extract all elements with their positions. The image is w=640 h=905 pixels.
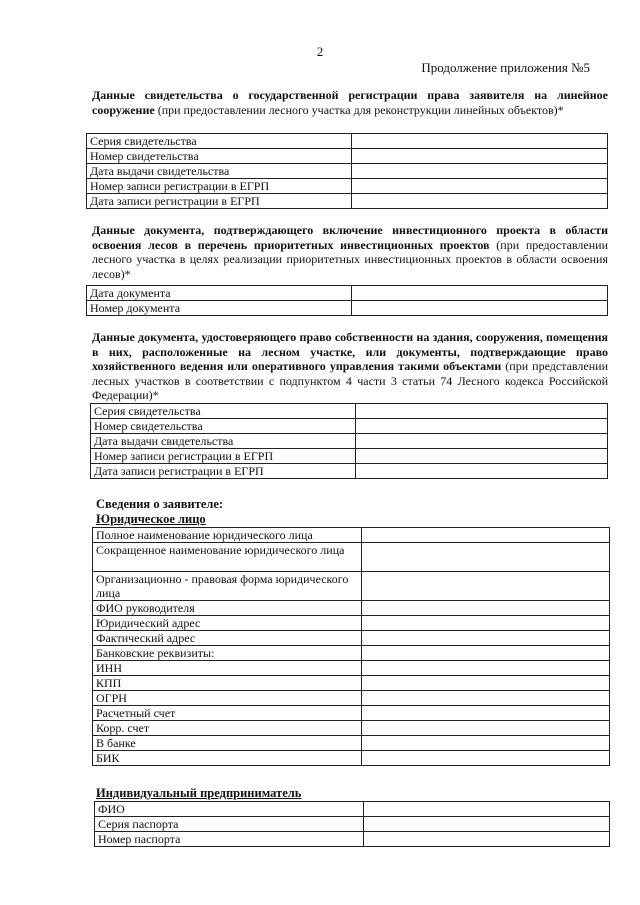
value-cell[interactable] xyxy=(352,301,608,316)
table-row xyxy=(87,301,608,316)
table-row xyxy=(93,691,610,706)
section2-table xyxy=(86,285,608,316)
applicant-title: Сведения о заявителе: xyxy=(96,497,224,511)
section2-heading xyxy=(92,223,608,281)
table-row xyxy=(93,572,610,601)
table-row xyxy=(87,149,608,164)
row-label: Номер свидетельства xyxy=(91,419,356,434)
row-label: Организационно - правовая форма юридического лица xyxy=(93,572,362,601)
row-label: Номер записи регистрации в ЕГРП xyxy=(91,449,356,464)
row-label: Дата записи регистрации в ЕГРП xyxy=(91,464,356,479)
value-cell[interactable] xyxy=(352,194,608,209)
value-cell[interactable] xyxy=(356,449,608,464)
section2-heading-note: (при предоставлении лесного участка в целях реализации приоритетных инвестиционных проектов в области освоения лесов)* xyxy=(92,237,608,281)
value-cell[interactable] xyxy=(352,164,608,179)
value-cell[interactable] xyxy=(356,464,608,479)
section3-heading-note: (при представлении лесных участков в соответствии с подпунктом 4 части 3 статьи 74 Лесного кодекса Российской Федерации)* xyxy=(92,359,608,402)
table-row xyxy=(93,706,610,721)
table-row xyxy=(93,631,610,646)
table-row xyxy=(87,134,608,149)
value-cell[interactable] xyxy=(356,419,608,434)
row-label: ОГРН xyxy=(93,691,362,706)
table-row xyxy=(93,661,610,676)
value-cell[interactable] xyxy=(362,706,610,721)
table-row xyxy=(87,286,608,301)
row-label: В банке xyxy=(93,736,362,751)
value-cell[interactable] xyxy=(362,616,610,631)
value-cell[interactable] xyxy=(352,286,608,301)
value-cell[interactable] xyxy=(352,149,608,164)
table-row xyxy=(93,736,610,751)
table-row xyxy=(95,832,610,847)
row-label: Серия паспорта xyxy=(95,817,364,832)
row-label: Юридический адрес xyxy=(93,616,362,631)
row-label: Серия свидетельства xyxy=(87,134,352,149)
row-label: ФИО руководителя xyxy=(93,601,362,616)
value-cell[interactable] xyxy=(362,676,610,691)
row-label: Полное наименование юридического лица xyxy=(93,528,362,543)
value-cell[interactable] xyxy=(362,691,610,706)
value-cell[interactable] xyxy=(362,631,610,646)
section1-heading-note: (при предоставлении лесного участка для реконструкции линейных объектов)* xyxy=(154,102,564,117)
row-label: Сокращенное наименование юридического лица xyxy=(93,543,362,572)
table-row xyxy=(93,616,610,631)
value-cell[interactable] xyxy=(364,832,610,847)
table-row xyxy=(93,543,610,572)
ip-table xyxy=(94,801,610,847)
section3-heading-bold: Данные документа, удостоверяющего право собственности на здания, сооружения, помещения в них, расположенные на лесном участке, или документы, подтверждающие право хозяйственного ведения или оперативного управления такими объектами xyxy=(92,330,608,373)
page-number: 2 xyxy=(316,44,324,59)
table-row xyxy=(91,419,608,434)
row-label: КПП xyxy=(93,676,362,691)
value-cell[interactable] xyxy=(352,134,608,149)
row-label: Дата записи регистрации в ЕГРП xyxy=(87,194,352,209)
table-row xyxy=(93,528,610,543)
value-cell[interactable] xyxy=(362,646,610,661)
value-cell[interactable] xyxy=(362,736,610,751)
section1-heading xyxy=(92,88,608,117)
table-row xyxy=(91,404,608,419)
table-row xyxy=(91,449,608,464)
table-row xyxy=(87,194,608,209)
legal-entity-table xyxy=(92,527,610,766)
row-label: БИК xyxy=(93,751,362,766)
row-label: Номер записи регистрации в ЕГРП xyxy=(87,179,352,194)
table-row xyxy=(93,721,610,736)
legal-entity-title: Юридическое лицо xyxy=(96,512,206,526)
row-label: Банковские реквизиты: xyxy=(93,646,362,661)
table-row xyxy=(93,601,610,616)
continuation-note: Продолжение приложения №5 xyxy=(421,60,590,75)
ip-title: Индивидуальный предприниматель xyxy=(96,786,302,800)
table-row xyxy=(95,817,610,832)
section3-heading xyxy=(92,330,608,403)
value-cell[interactable] xyxy=(364,802,610,817)
value-cell[interactable] xyxy=(362,543,610,572)
table-row xyxy=(93,646,610,661)
row-label: Дата выдачи свидетельства xyxy=(87,164,352,179)
section1-heading-bold: Данные свидетельства о государственной регистрации права заявителя на линейное сооружение xyxy=(92,88,608,117)
value-cell[interactable] xyxy=(356,434,608,449)
value-cell[interactable] xyxy=(362,751,610,766)
row-label: Номер свидетельства xyxy=(87,149,352,164)
row-label: Дата выдачи свидетельства xyxy=(91,434,356,449)
row-label: Номер паспорта xyxy=(95,832,364,847)
value-cell[interactable] xyxy=(364,817,610,832)
table-row xyxy=(95,802,610,817)
table-row xyxy=(93,676,610,691)
section1-table xyxy=(86,133,608,209)
section3-table xyxy=(90,403,608,479)
value-cell[interactable] xyxy=(362,528,610,543)
value-cell[interactable] xyxy=(352,179,608,194)
row-label: Номер документа xyxy=(87,301,352,316)
section2-heading-bold: Данные документа, подтверждающего включение инвестиционного проекта в области освоения лесов в перечень приоритетных инвестиционных проектов xyxy=(92,223,608,252)
row-label: Корр. счет xyxy=(93,721,362,736)
row-label: Дата документа xyxy=(87,286,352,301)
value-cell[interactable] xyxy=(362,572,610,601)
value-cell[interactable] xyxy=(362,661,610,676)
row-label: Фактический адрес xyxy=(93,631,362,646)
table-row xyxy=(87,179,608,194)
value-cell[interactable] xyxy=(362,601,610,616)
row-label: ФИО xyxy=(95,802,364,817)
row-label: ИНН xyxy=(93,661,362,676)
table-row xyxy=(91,434,608,449)
row-label: Расчетный счет xyxy=(93,706,362,721)
table-row xyxy=(93,751,610,766)
value-cell[interactable] xyxy=(362,721,610,736)
value-cell[interactable] xyxy=(356,404,608,419)
table-row xyxy=(87,164,608,179)
table-row xyxy=(91,464,608,479)
row-label: Серия свидетельства xyxy=(91,404,356,419)
